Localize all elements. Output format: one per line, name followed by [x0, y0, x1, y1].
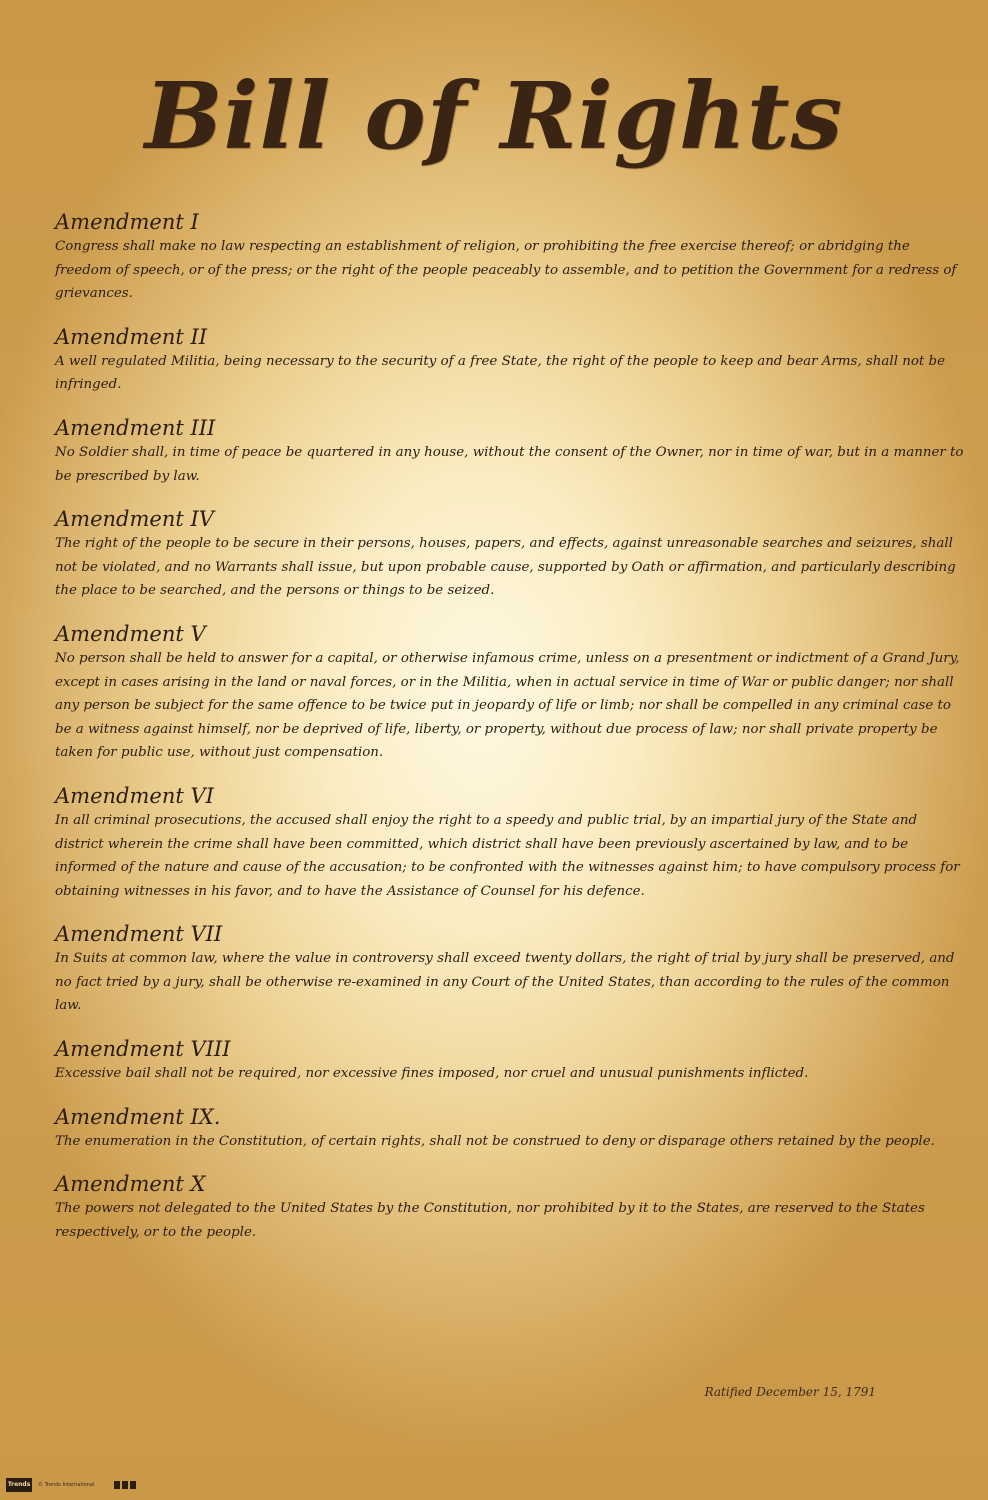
amendments-list	[55, 210, 970, 1263]
amendment-heading: Amendment I	[55, 210, 199, 234]
amendment-text: In all criminal prosecutions, the accused shall enjoy the right to a speedy and public trial, by an impartial jury of the State and district wherein the crime shall have been committed, which district shall have been previously ascertained by law, and to be informed of the nature and cause of the accusation; to be confronted with the witnesses against him; to have compulsory process for obtaining witnesses in his favor, and to have the Assistance of Counsel for his defence.	[55, 812, 960, 899]
amendment-heading: Amendment X	[55, 1172, 206, 1197]
amendment-heading: Amendment III	[55, 415, 216, 440]
amendment-heading: Amendment VIII	[55, 1037, 231, 1062]
amendment-5	[55, 622, 970, 765]
amendment-text: A well regulated Militia, being necessary to the security of a free State, the right of the people to keep and bear Arms, shall not be infringed.	[55, 353, 946, 393]
amendment-10	[55, 1172, 970, 1244]
amendment-heading: Amendment VII	[55, 922, 223, 947]
amendment-4	[55, 507, 970, 603]
mark-icon	[122, 1481, 128, 1489]
amendment-text: The powers not delegated to the United States by the Constitution, nor prohibited by it to the States, are reserved to the States respectively, or to the people.	[55, 1201, 925, 1240]
amendment-1	[55, 210, 970, 306]
fine-print: © Trends International	[38, 1482, 95, 1488]
amendment-7	[55, 922, 970, 1018]
amendment-text: Excessive bail shall not be required, nor excessive fines imposed, nor cruel and unusual punishments inflicted.	[55, 1066, 809, 1082]
amendment-2	[55, 325, 970, 397]
trends-logo: Trends	[6, 1478, 32, 1492]
amendment-6	[55, 784, 970, 903]
amendment-8	[55, 1037, 970, 1086]
document-title: Bill of Rights	[144, 62, 844, 170]
amendment-text: Congress shall make no law respecting an establishment of religion, or prohibiting the free exercise thereof; or abridging the freedom of speech, or of the press; or the right of the people peaceably to assemble, and to petition the Government for a redress of grievances.	[55, 239, 957, 302]
amendment-text: In Suits at common law, where the value in controversy shall exceed twenty dollars, the right of trial by jury shall be preserved, and no fact tried by a jury, shall be otherwise re-examined in any Court of the United States, than according to the rules of the common law.	[55, 951, 955, 1014]
amendment-heading: Amendment II	[55, 324, 208, 349]
ratified-date: Ratified December 15, 1791	[704, 1385, 876, 1399]
amendment-3	[55, 416, 970, 488]
amendment-heading: Amendment V	[55, 621, 206, 646]
amendment-heading: Amendment VI	[55, 783, 214, 808]
amendment-heading: Amendment IX.	[55, 1104, 221, 1129]
mark-icon	[114, 1481, 120, 1489]
amendment-text: No person shall be held to answer for a capital, or otherwise infamous crime, unless on a presentment or indictment of a Grand Jury, except in cases arising in the land or naval forces, or in the Militia, when in actual service in time of War or public danger; nor shall any person be subject for the same offence to be twice put in jeopardy of life or limb; nor shall be compelled in any criminal case to be a witness against himself, nor be deprived of life, liberty, or property, without due process of law; nor shall private property be taken for public use, without just compensation.	[55, 650, 960, 761]
amendment-heading: Amendment IV	[55, 507, 214, 532]
amendment-text: The right of the people to be secure in their persons, houses, papers, and effects, against unreasonable searches and seizures, shall not be violated, and no Warrants shall issue, but upon probable cause, supported by Oath or affirmation, and particularly describing the place to be searched, and the persons or things to be seized.	[55, 536, 956, 599]
amendment-text: No Soldier shall, in time of peace be quartered in any house, without the consent of the Owner, nor in time of war, but in a manner to be prescribed by law.	[55, 444, 964, 484]
amendment-9	[55, 1105, 970, 1154]
product-marks	[114, 1481, 136, 1489]
mark-icon	[130, 1481, 136, 1489]
footer	[6, 1478, 136, 1492]
amendment-text: The enumeration in the Constitution, of certain rights, shall not be construed to deny or disparage others retained by the people.	[55, 1133, 935, 1149]
